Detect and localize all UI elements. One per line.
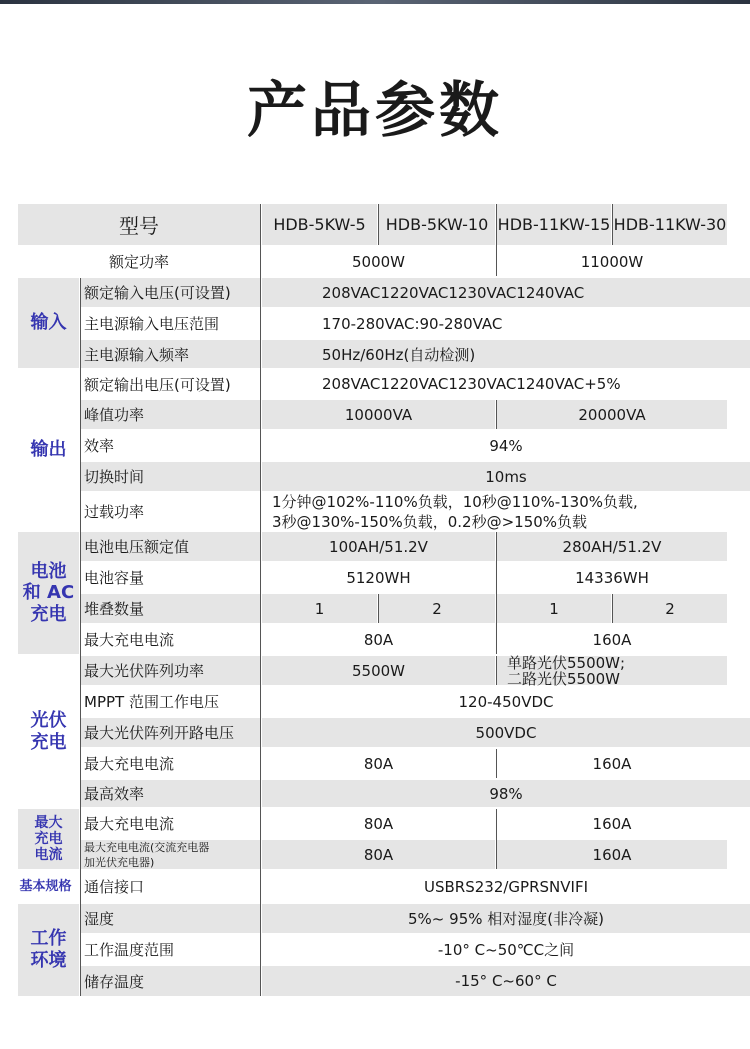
header-model-label: 型号 [18,204,260,245]
pv-max-power-label: 最大光伏阵列功率 [81,656,260,685]
divider-peak-power [496,400,497,429]
category-max-current-line-1: 最大 [34,815,63,831]
header-model-4: HDB-11KW-30 [613,204,727,245]
pv-max-efficiency-label: 最高效率 [81,780,260,807]
switch-time-value: 10ms [262,462,750,491]
storage-temp-label: 储存温度 [81,966,260,996]
rated-power-value-1: 5000W [351,252,405,271]
battery-max-charge-label: 最大充电电流 [84,631,175,649]
mppt-range-value: 120-450VDC [458,692,554,711]
max-current-row2-value-1: 80A [262,840,495,869]
operating-temp-label: 工作温度范围 [84,941,175,959]
max-current-row1-value-1: 80A [363,814,394,833]
humidity-label: 湿度 [81,904,260,933]
battery-capacity-value-2: 14336WH [575,568,649,587]
input-frequency-value: 50Hz/60Hz(自动检测) [262,340,750,368]
max-current-row1-value-2: 160A [592,814,632,833]
category-input: 输入 [18,278,79,368]
comm-interface-label: 通信接口 [84,878,145,896]
pv-max-power-value-2 [497,653,727,688]
category-max-current [18,809,79,869]
rated-power-value-2: 11000W [580,252,644,271]
stack-count-value-4: 2 [613,594,727,623]
peak-power-label: 峰值功率 [81,400,260,429]
efficiency-label: 效率 [84,437,115,455]
pv-max-charge-label: 最大充电电流 [84,755,175,773]
category-environment-line-1: 工作 [30,928,67,950]
stack-count-value-2: 2 [379,594,495,623]
overload-label: 过载功率 [84,503,145,521]
divider-label-column [260,204,261,996]
output-voltage-value: 208VAC1220VAC1230VAC1240VAC+5% [322,375,621,393]
divider-category-column [80,278,81,996]
storage-temp-value: -15° C~60° C [262,966,750,996]
divider-header-3 [612,204,613,245]
pv-open-voltage-label: 最大光伏阵列开路电压 [81,718,260,747]
peak-power-value-2: 20000VA [497,400,727,429]
max-current-row2-label [81,840,260,869]
stack-count-value-1: 1 [262,594,377,623]
stack-count-value-3: 1 [497,594,611,623]
category-environment-line-2: 环境 [30,950,67,971]
switch-time-label: 切换时间 [81,462,260,491]
overload-value [262,493,750,530]
divider-header-1 [378,204,379,245]
category-environment [18,904,79,996]
battery-max-charge-value-1: 80A [363,630,394,649]
divider-pv-power [496,656,497,685]
category-basic: 基本规格 [19,878,72,894]
pv-open-voltage-value: 500VDC [262,718,750,747]
header-model-1: HDB-5KW-5 [262,204,377,245]
divider-pv-charge [496,749,497,778]
divider-stack-1 [378,594,379,623]
category-pv [18,656,79,807]
peak-power-value-1: 10000VA [262,400,495,429]
comm-interface-value: USBRS232/GPRSNVIFI [424,877,588,896]
divider-header-2 [496,204,497,276]
category-max-current-line-2: 充电 [34,831,63,847]
stack-count-label: 堆叠数量 [81,594,260,623]
battery-max-charge-value-2: 160A [592,630,632,649]
page-title: 产品参数 [247,76,503,146]
header-model-2: HDB-5KW-10 [379,204,495,245]
divider-max-current [496,809,497,869]
divider-battery [496,532,497,654]
category-battery-line-1: 电池 [30,560,67,582]
input-range-label: 主电源输入电压范围 [84,315,220,333]
pv-max-power-value-2-line-2: 二路光伏5500W [507,669,621,688]
overload-line-1: 1分钟@102%-110%负载，10秒@110%-130%负载, [272,492,638,511]
divider-stack-2 [612,594,613,623]
mppt-range-label: MPPT 范围工作电压 [84,693,219,711]
pv-max-efficiency-value: 98% [262,780,750,807]
category-pv-line-1: 光伏 [30,709,67,731]
pv-max-power-value-2-line-1: 单路光伏5500W; [507,653,626,672]
category-pv-line-2: 充电 [30,731,67,753]
category-battery [18,532,79,654]
category-battery-line-3: 充电 [30,603,67,625]
top-accent-bar [0,0,750,4]
max-current-row2-label-line-2: 加光伏充电器) [84,855,155,869]
output-voltage-label: 额定输出电压(可设置) [84,375,231,394]
input-voltage-label: 额定输入电压(可设置) [81,278,260,307]
category-output: 输出 [30,439,67,461]
input-frequency-label: 主电源输入频率 [81,340,260,368]
max-current-row1-label: 最大充电电流 [84,815,175,833]
operating-temp-value: -10° C~50℃C之间 [437,941,575,959]
battery-capacity-label: 电池容量 [84,569,145,587]
rated-power-label: 额定功率 [108,253,169,271]
battery-voltage-value-1: 100AH/51.2V [262,532,495,561]
humidity-value: 5%~ 95% 相对湿度(非冷凝) [262,904,750,933]
battery-voltage-label: 电池电压额定值 [81,532,260,561]
header-model-3: HDB-11KW-15 [497,204,611,245]
pv-max-charge-value-2: 160A [592,754,632,773]
max-current-row2-value-2: 160A [497,840,727,869]
battery-voltage-value-2: 280AH/51.2V [497,532,727,561]
battery-capacity-value-1: 5120WH [346,568,411,587]
pv-max-charge-value-1: 80A [363,754,394,773]
overload-line-2: 3秒@130%-150%负载，0.2秒@>150%负载 [272,512,588,531]
input-range-value: 170-280VAC:90-280VAC [322,314,503,333]
category-battery-line-2: 和 AC [22,582,75,604]
max-current-row2-label-line-1: 最大充电电流(交流充电器 [84,840,210,854]
pv-max-power-value-1: 5500W [262,656,495,685]
category-max-current-line-3: 电流 [34,847,63,863]
input-voltage-value: 208VAC1220VAC1230VAC1240VAC [262,278,750,307]
efficiency-value: 94% [489,436,523,455]
